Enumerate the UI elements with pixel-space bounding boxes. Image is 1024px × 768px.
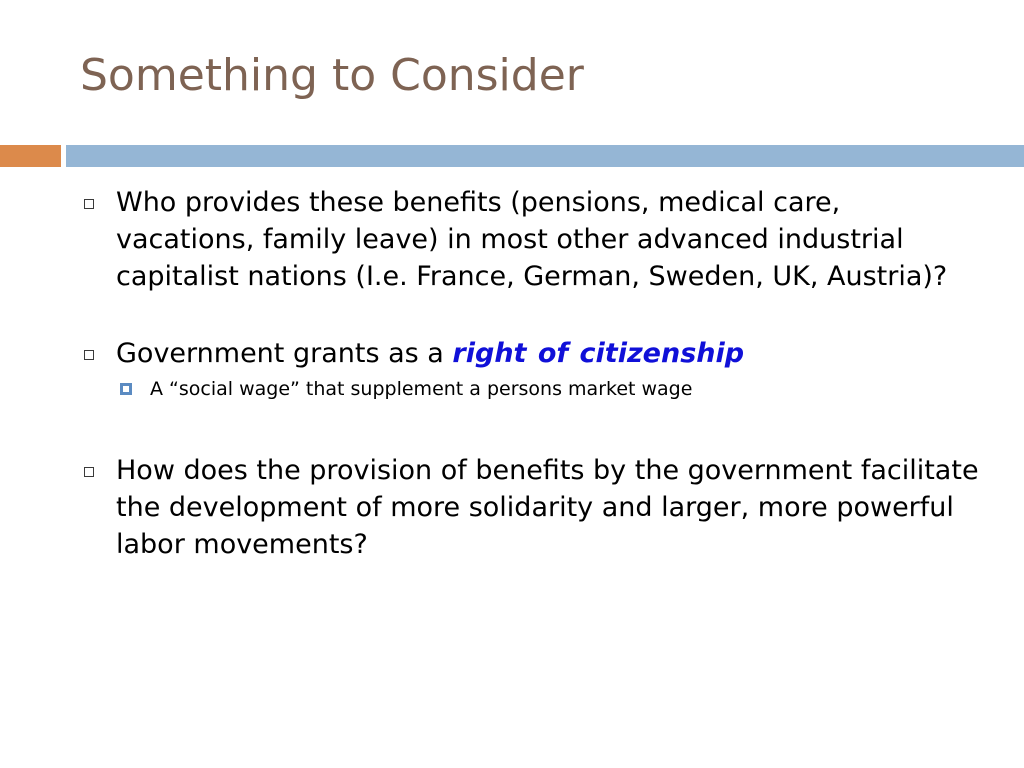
bullet-item <box>80 184 980 295</box>
bullet-item <box>80 335 980 372</box>
bullet-item <box>80 452 980 563</box>
sub-bullet-text: A “social wage” that supplement a persons market wage <box>150 378 693 400</box>
emphasis-text: right of citizenship <box>452 338 745 369</box>
accent-bar-orange <box>0 145 61 167</box>
bullet-text: How does the provision of benefits by the government facilitate the development of more solidarity and larger, more powerful labor movements? <box>116 455 979 560</box>
bullet-text: Government grants as a <box>116 338 453 369</box>
square-bullet-icon <box>84 350 94 360</box>
square-bullet-icon <box>84 199 94 209</box>
filled-square-bullet-icon <box>120 383 132 395</box>
slide-body <box>80 180 980 563</box>
sub-bullet-item <box>116 376 980 402</box>
slide-title: Something to Consider <box>80 50 584 101</box>
bullet-text: Who provides these benefits (pensions, medical care, vacations, family leave) in most other advanced industrial capitalist nations (I.e. France, German, Sweden, UK, Austria)? <box>116 187 948 292</box>
square-bullet-icon <box>84 467 94 477</box>
accent-bar-blue <box>66 145 1024 167</box>
